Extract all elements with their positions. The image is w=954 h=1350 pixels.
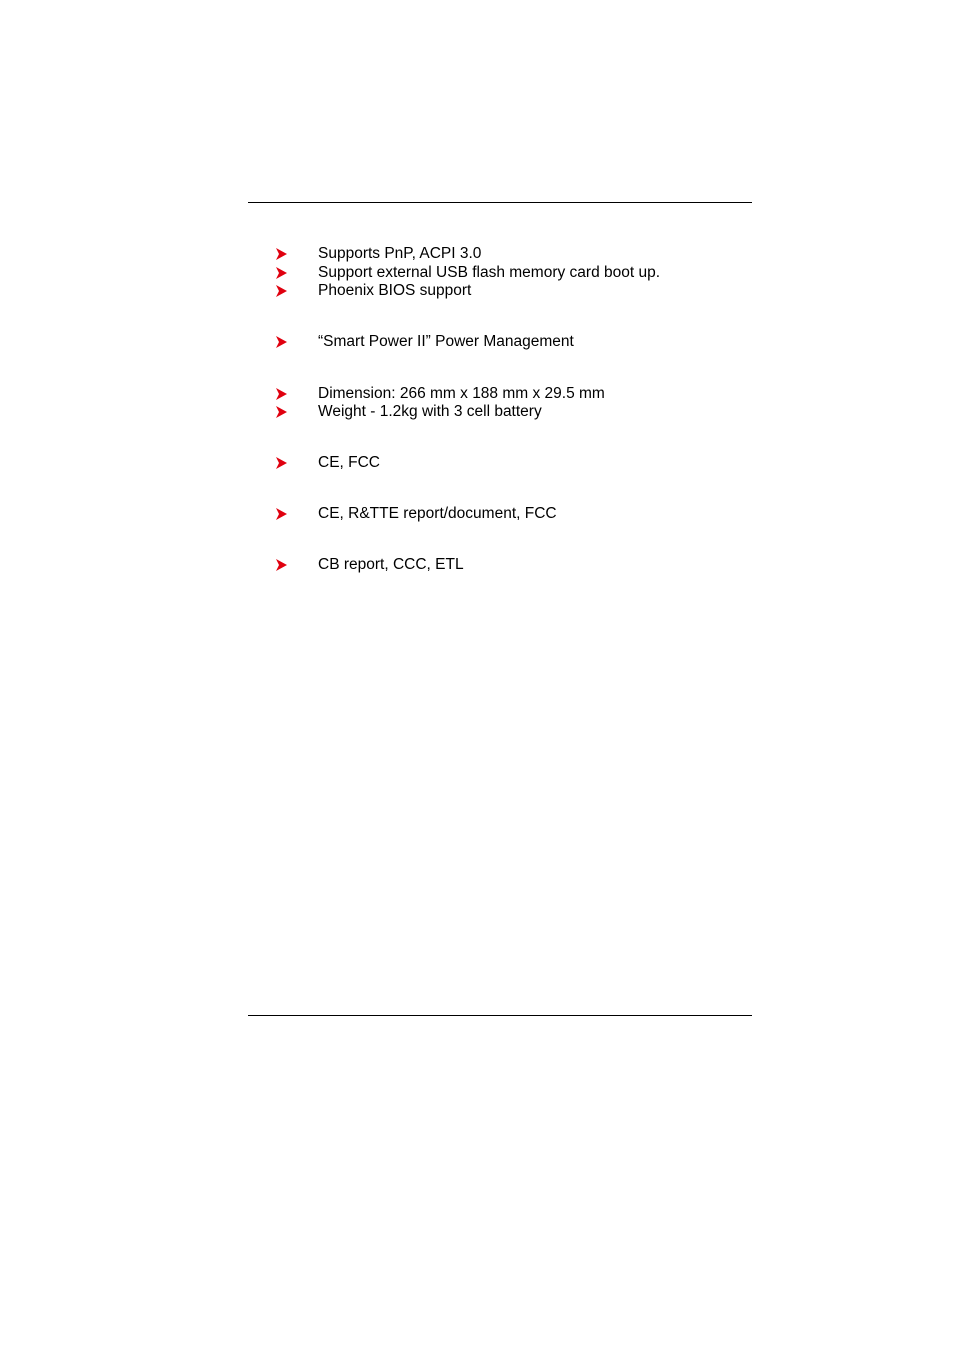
list-item-text: Supports PnP, ACPI 3.0 [318,245,482,262]
red-arrowhead-bullet-icon [276,456,318,469]
red-arrowhead-bullet-icon [276,335,318,348]
header-divider [248,202,752,203]
list-item-text: Phoenix BIOS support [318,282,472,299]
red-arrowhead-bullet-icon [276,387,318,400]
list-item [276,384,605,403]
list-item [276,402,542,421]
list-item [276,332,574,351]
red-arrowhead-bullet-icon [276,507,318,520]
list-item [276,281,471,300]
list-item [276,453,380,472]
list-item [276,504,557,523]
red-arrowhead-bullet-icon [276,558,318,571]
list-item-text: Weight - 1.2kg with 3 cell battery [318,403,542,420]
list-item-text: Support external USB flash memory card boot up. [318,264,661,281]
list-item-text: CE, FCC [318,454,380,471]
list-item [276,244,481,263]
list-item-text: CB report, CCC, ETL [318,556,464,573]
list-item [276,555,464,574]
list-item-text: “Smart Power II” Power Management [318,333,574,350]
footer-divider [248,1015,752,1016]
red-arrowhead-bullet-icon [276,405,318,418]
list-item-text: CE, R&TTE report/document, FCC [318,505,557,522]
list-item [276,263,660,282]
red-arrowhead-bullet-icon [276,284,318,297]
red-arrowhead-bullet-icon [276,247,318,260]
list-item-text: Dimension: 266 mm x 188 mm x 29.5 mm [318,385,605,402]
red-arrowhead-bullet-icon [276,266,318,279]
